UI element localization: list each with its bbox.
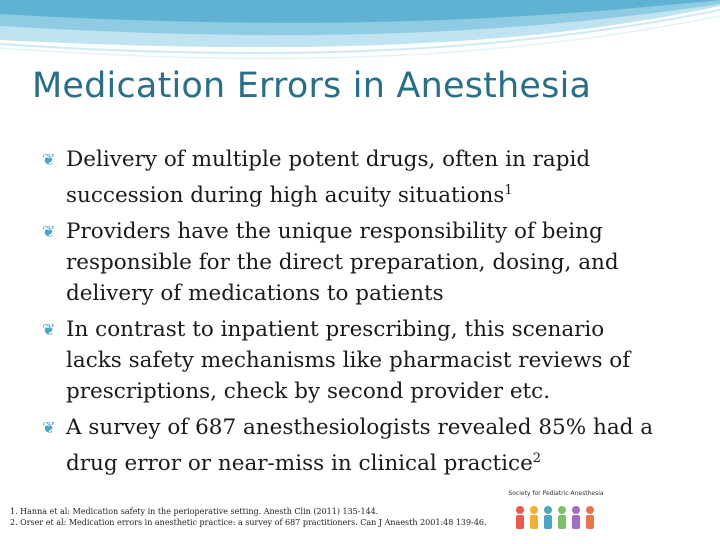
bullet-marker-icon: ❦ [42,418,56,438]
reference-item: 2. Orser et al: Medication errors in anesthetic practice: a survey of 687 practitioners. Can J Anaesth 2001:48 139-46. [10,518,487,527]
logo-figures-icon [516,506,594,529]
bullet-list [42,144,692,484]
citation-marker: 2 [532,451,542,467]
bullet-marker-icon: ❦ [42,320,56,340]
references [10,506,487,528]
bullet-text: Providers have the unique responsibility of being responsible for the direct preparation, dosing, and delivery of medications to patients [66,219,619,307]
bullet-text: Delivery of multiple potent drugs, often in rapid succession during high acuity situations$^1$ [66,147,591,209]
slide-title: Medication Errors in Anesthesia [32,66,592,106]
bullet-text: A survey of 687 anesthesiologists revealed 85% had a drug error or near-miss in clinical practice$^2$ [66,415,654,477]
society-logo [506,490,606,540]
citation-marker: 1 [504,183,513,198]
bullet-marker-icon: ❦ [42,222,56,242]
logo-text: Society for Pediatric Anesthesia [508,490,604,497]
bullet-item [42,314,692,407]
bullet-item [42,412,692,479]
bullet-text: In contrast to inpatient prescribing, this scenario lacks safety mechanisms like pharmacist reviews of prescriptions, check by second provider etc. [66,317,631,405]
bullet-item [42,144,692,211]
header-wave-decoration [0,0,720,70]
bullet-item [42,216,692,309]
bullet-marker-icon: ❦ [42,150,56,169]
reference-item: 1. Hanna et al: Medication safety in the perioperative setting. Anesth Clin (2011) 135-144. [10,507,379,516]
